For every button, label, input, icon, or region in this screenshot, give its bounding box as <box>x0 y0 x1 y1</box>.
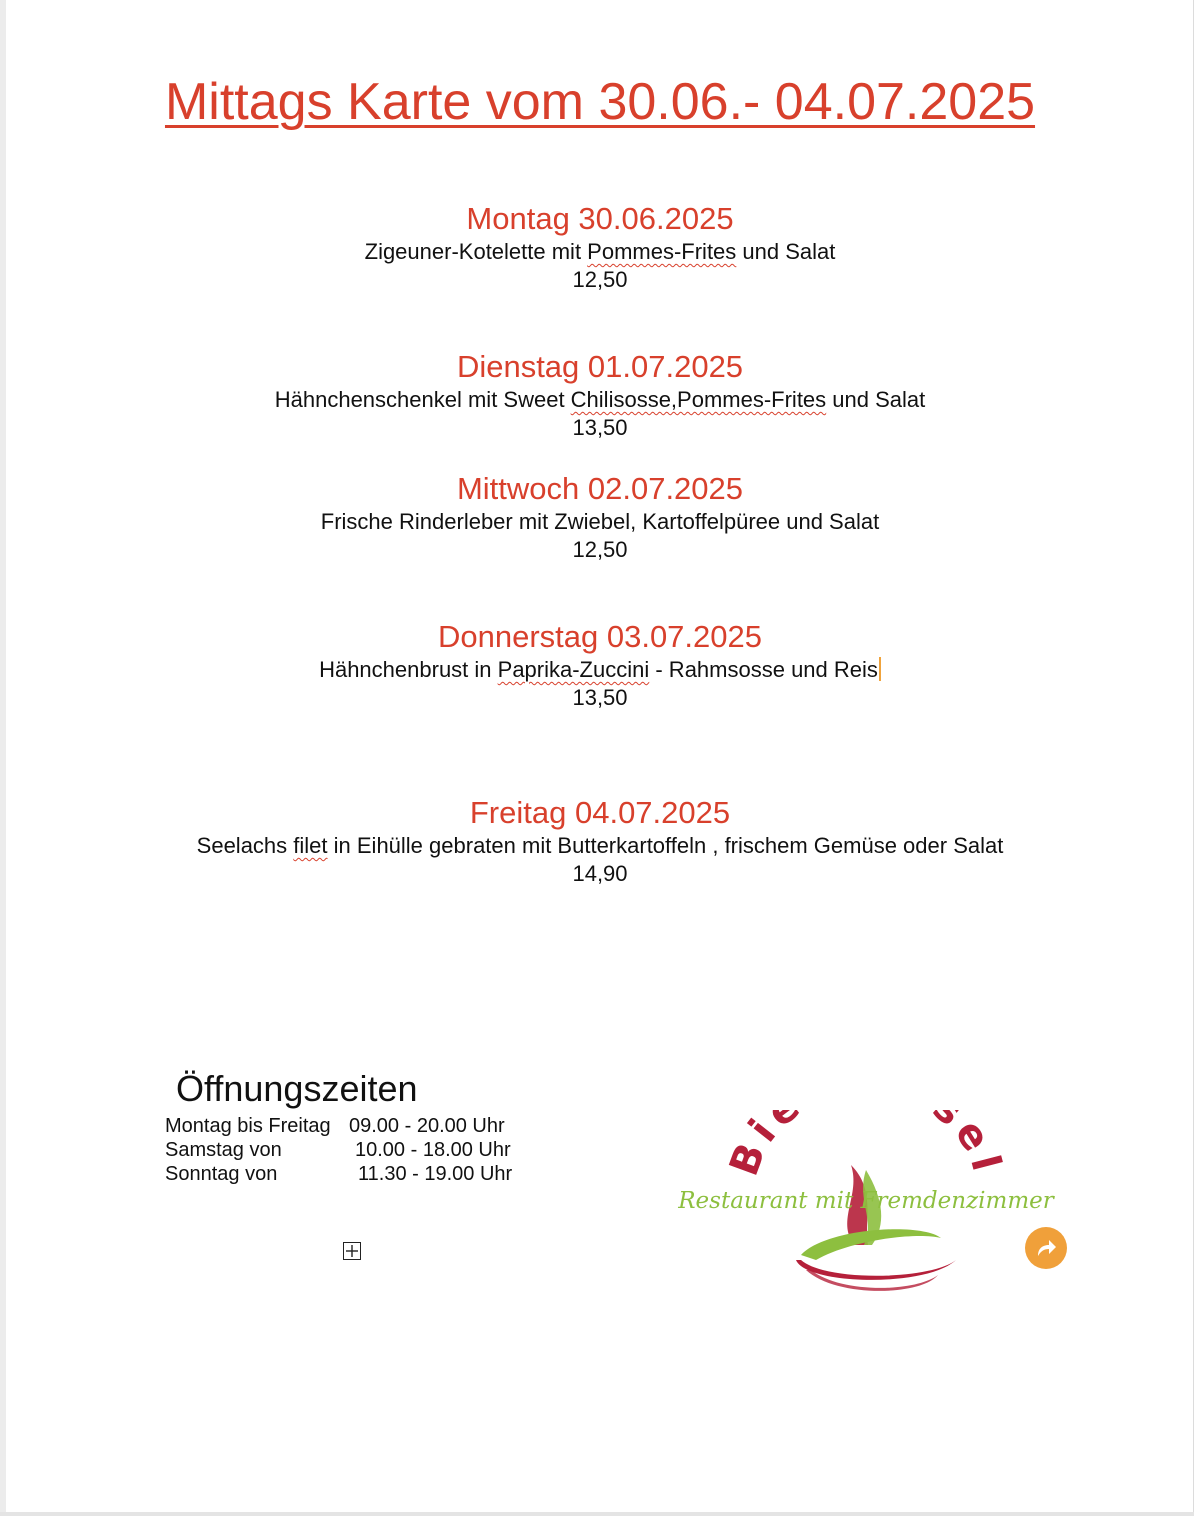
dish-text: Seelachs <box>196 833 294 858</box>
dish-text: und Salat <box>736 239 836 264</box>
spellcheck-word[interactable]: Paprika-Zuccini <box>497 657 650 682</box>
text-cursor <box>879 657 881 681</box>
day-friday <box>6 796 1194 888</box>
dish-text: in Eihülle gebraten mit Butterkartoffeln , frischem Gemüse oder Salat <box>327 833 1004 858</box>
dish-price: 14,90 <box>572 861 628 886</box>
day-heading: Freitag 04.07.2025 <box>469 795 731 830</box>
dish-text: Zigeuner-Kotelette mit <box>364 239 588 264</box>
spellcheck-word[interactable]: Chilisosse,Pommes-Frites <box>570 387 827 412</box>
dish-text: Frische Rinderleber mit Zwiebel, Kartoffelpüree und Salat <box>320 509 880 534</box>
spellcheck-word[interactable]: Pommes-Frites <box>587 239 737 264</box>
hours-label: Samstag von <box>165 1139 282 1161</box>
dish-line <box>6 832 1194 860</box>
dish-price: 12,50 <box>572 267 628 292</box>
hours-title: Öffnungszeiten <box>176 1068 418 1109</box>
day-heading: Montag 30.06.2025 <box>466 201 734 236</box>
document-page <box>6 0 1194 1512</box>
logo-wordmark: Bi sel <box>721 1110 1011 1182</box>
dish-line <box>6 386 1194 414</box>
hours-row <box>165 1138 511 1162</box>
hours-label: Sonntag von <box>165 1163 278 1185</box>
dish-text: - Rahmsosse und Reis <box>649 657 878 682</box>
dish-text: und Salat <box>826 387 926 412</box>
day-heading: Dienstag 01.07.2025 <box>456 349 744 384</box>
dish-price: 12,50 <box>572 537 628 562</box>
spellcheck-word[interactable]: filet <box>293 833 328 858</box>
dish-text: Hähnchenschenkel mit Sweet <box>274 387 571 412</box>
hours-time: 10.00 - 18.00 Uhr <box>355 1139 511 1161</box>
hours-time: 11.30 - 19.00 Uhr <box>358 1163 513 1185</box>
dish-line <box>6 238 1194 266</box>
hours-row <box>165 1114 505 1138</box>
hours-row <box>165 1162 513 1186</box>
dish-line <box>6 508 1194 536</box>
dish-price: 13,50 <box>572 415 628 440</box>
restaurant-logo <box>676 1110 1056 1300</box>
hours-label: Montag bis Freitag <box>165 1115 331 1137</box>
dish-price: 13,50 <box>572 685 628 710</box>
share-arrow-icon[interactable] <box>1025 1227 1067 1269</box>
logo-tagline: Restaurant mit Fremdenzimmer <box>678 1188 1054 1214</box>
day-tuesday <box>6 350 1194 442</box>
day-thursday <box>6 620 1194 712</box>
dish-line <box>6 656 1194 684</box>
dish-text: Hähnchenbrust in <box>319 657 498 682</box>
page-bottom-edge <box>0 1512 1194 1516</box>
move-handle-icon[interactable] <box>343 1242 361 1260</box>
hours-time: 09.00 - 20.00 Uhr <box>349 1115 505 1137</box>
day-heading: Mittwoch 02.07.2025 <box>456 471 744 506</box>
day-wednesday <box>6 472 1194 564</box>
day-monday <box>6 202 1194 294</box>
day-heading: Donnerstag 03.07.2025 <box>437 619 763 654</box>
menu-title: Mittags Karte vom 30.06.- 04.07.2025 <box>164 73 1036 131</box>
